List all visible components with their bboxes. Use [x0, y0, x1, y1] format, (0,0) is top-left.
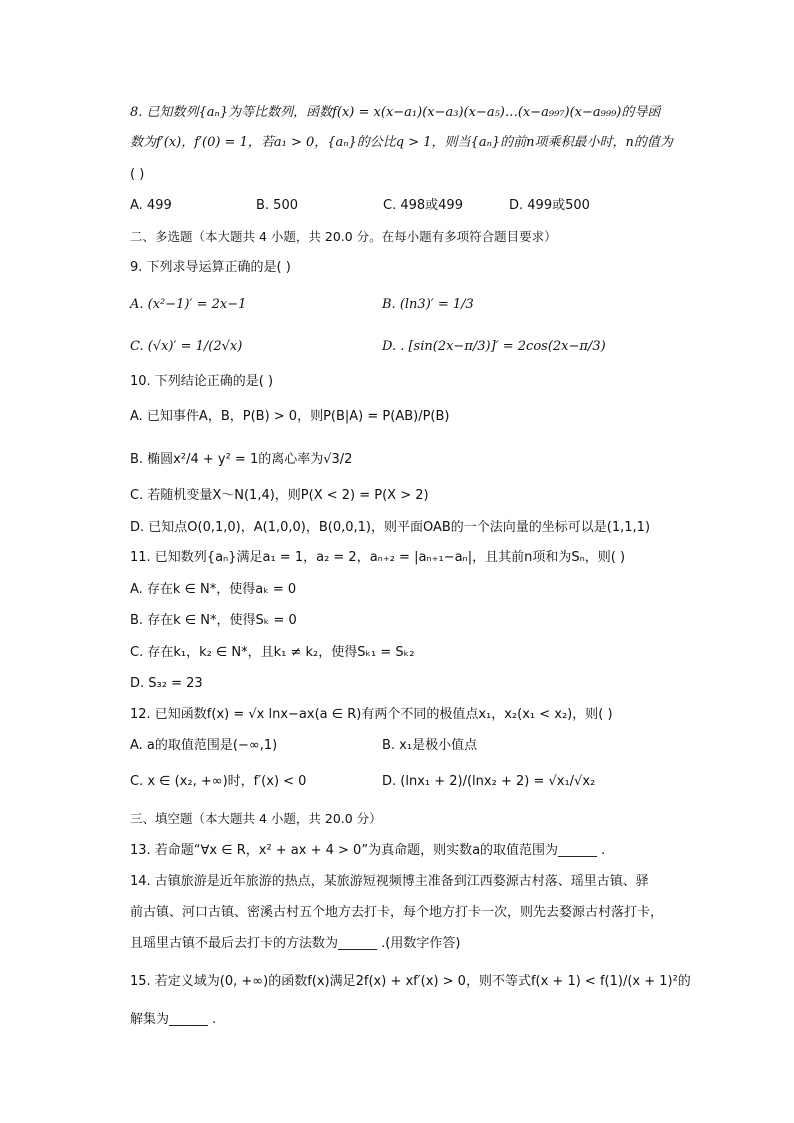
q11-option-a: A. 存在k ∈ N*，使得aₖ = 0: [130, 582, 297, 597]
q14-line-1: 14. 古镇旅游是近年旅游的热点，某旅游短视频博主准备到江西婺源古村落、瑶里古镇、驿: [130, 874, 649, 889]
q8-line-1: 8. 已知数列{aₙ}为等比数列，函数f(x) = x(x−a₁)(x−a₃)(x−a₅)…(x−a₉₉₇)(x−a₉₉₉)的导函: [130, 105, 661, 120]
q10-option-d: D. 已知点O(0,1,0)，A(1,0,0)，B(0,0,1)，则平面OAB的一个法向量的坐标可以是(1,1,1): [130, 520, 651, 535]
section-fill-in-heading: 三、填空题（本大题共 4 小题，共 20.0 分）: [130, 811, 382, 826]
q11-option-b: B. 存在k ∈ N*，使得Sₖ = 0: [130, 613, 297, 628]
q9-option-c: C. (√x)′ = 1/(2√x): [130, 339, 243, 354]
q9-option-b: B. (ln3)′ = 1/3: [382, 297, 474, 312]
q8-line-2: 数为f′(x)，f′(0) = 1，若a₁ > 0，{aₙ}的公比q > 1，则当{aₙ}的前n项乘积最小时，n的值为: [130, 135, 673, 150]
q13-text: 13. 若命题“∀x ∈ R，x² + ax + 4 > 0”为真命题，则实数a的取值范围为______ .: [130, 843, 606, 858]
q15-line-2: 解集为______ .: [130, 1012, 217, 1027]
q15-line-1: 15. 若定义域为(0, +∞)的函数f(x)满足2f(x) + xf′(x) > 0，则不等式f(x + 1) < f(1)/(x + 1)²的: [130, 974, 691, 989]
q14-line-2: 前古镇、河口古镇、密溪古村五个地方去打卡，每个地方打卡一次，则先去婺源古村落打卡，: [130, 905, 664, 920]
q12-option-c: C. x ∈ (x₂, +∞)时，f′(x) < 0: [130, 774, 307, 789]
q12-option-a: A. a的取值范围是(−∞,1): [130, 738, 278, 753]
q12-option-d: D. (lnx₁ + 2)/(lnx₂ + 2) = √x₁/√x₂: [382, 774, 596, 789]
q12-stem: 12. 已知函数f(x) = √x lnx−ax(a ∈ R)有两个不同的极值点x₁，x₂(x₁ < x₂)，则( ): [130, 707, 613, 722]
q9-option-d: D. . [sin(2x−π/3)]′ = 2cos(2x−π/3): [382, 339, 606, 354]
q8-line-3: ( ): [130, 167, 145, 182]
q8-option-a: A. 499: [130, 198, 172, 213]
q11-stem: 11. 已知数列{aₙ}满足a₁ = 1，a₂ = 2，aₙ₊₂ = |aₙ₊₁−aₙ|，且其前n项和为Sₙ，则( ): [130, 550, 626, 565]
q12-option-b: B. x₁是极小值点: [382, 738, 478, 753]
q11-option-d: D. S₃₂ = 23: [130, 676, 203, 691]
q8-option-c: C. 498或499: [383, 198, 463, 213]
q8-option-b: B. 500: [256, 198, 298, 213]
q8-option-d: D. 499或500: [509, 198, 590, 213]
q10-option-c: C. 若随机变量X～N(1,4)，则P(X < 2) = P(X > 2): [130, 488, 429, 503]
q10-stem: 10. 下列结论正确的是( ): [130, 374, 274, 389]
q10-option-b: B. 椭圆x²/4 + y² = 1的离心率为√3/2: [130, 452, 353, 467]
q10-option-a: A. 已知事件A，B，P(B) > 0，则P(B|A) = P(AB)/P(B): [130, 409, 450, 424]
q9-option-a: A. (x²−1)′ = 2x−1: [130, 297, 247, 312]
section-multiple-choice-heading: 二、多选题（本大题共 4 小题，共 20.0 分。在每小题有多项符合题目要求）: [130, 229, 557, 244]
q9-stem: 9. 下列求导运算正确的是( ): [130, 260, 291, 275]
q14-line-3: 且瑶里古镇不最后去打卡的方法数为______ .(用数字作答): [130, 936, 461, 951]
q11-option-c: C. 存在k₁，k₂ ∈ N*，且k₁ ≠ k₂，使得Sₖ₁ = Sₖ₂: [130, 645, 415, 660]
